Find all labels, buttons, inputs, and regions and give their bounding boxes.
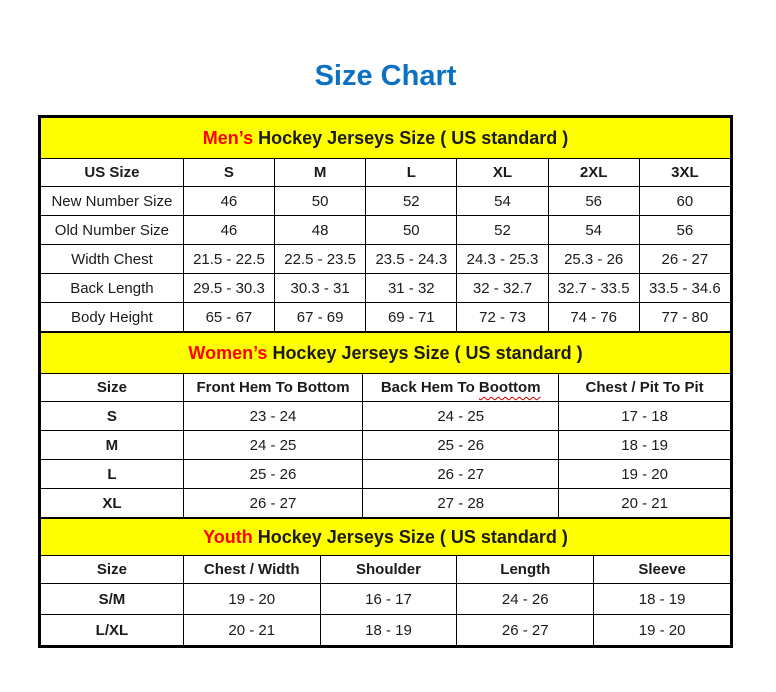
- size-value-cell: 65 - 67: [183, 303, 274, 332]
- size-value-cell: 19 - 20: [594, 615, 731, 646]
- back-hem-label-prefix: Back Hem To: [380, 379, 479, 396]
- size-value-cell: 74 - 76: [548, 303, 639, 332]
- row-label: Old Number Size: [41, 216, 184, 245]
- misspelled-word: Boottom: [478, 379, 541, 396]
- size-value-cell: 24 - 25: [183, 431, 362, 460]
- size-value-cell: 17 - 18: [559, 402, 731, 431]
- womens-col-chest: Chest / Pit To Pit: [559, 374, 731, 402]
- mens-col-l: L: [366, 159, 457, 187]
- womens-section-header: [41, 333, 731, 374]
- size-value-cell: 23.5 - 24.3: [366, 245, 457, 274]
- table-row-youth-sm: [41, 584, 731, 615]
- mens-col-s: S: [183, 159, 274, 187]
- size-value-cell: 56: [548, 187, 639, 216]
- mens-col-xl: XL: [457, 159, 548, 187]
- size-value-cell: 46: [183, 187, 274, 216]
- youth-column-header-row: [41, 556, 731, 584]
- size-value-cell: 56: [639, 216, 730, 245]
- youth-col-sleeve: Sleeve: [594, 556, 731, 584]
- mens-col-2xl: 2XL: [548, 159, 639, 187]
- mens-section-header-row: [41, 118, 731, 159]
- youth-section-title-rest: Hockey Jerseys Size ( US standard ): [252, 526, 568, 547]
- size-value-cell: 48: [275, 216, 366, 245]
- row-label: New Number Size: [41, 187, 184, 216]
- size-value-cell: 32.7 - 33.5: [548, 274, 639, 303]
- size-value-cell: 54: [548, 216, 639, 245]
- size-value-cell: 26 - 27: [363, 460, 559, 489]
- size-value-cell: 50: [275, 187, 366, 216]
- size-value-cell: 33.5 - 34.6: [639, 274, 730, 303]
- table-row-women-m: [41, 431, 731, 460]
- table-row-women-l: [41, 460, 731, 489]
- table-row-body-height: [41, 303, 731, 332]
- row-label: M: [41, 431, 184, 460]
- size-value-cell: 52: [366, 187, 457, 216]
- size-value-cell: 20 - 21: [559, 489, 731, 518]
- youth-col-length: Length: [457, 556, 594, 584]
- size-value-cell: 32 - 32.7: [457, 274, 548, 303]
- mens-col-3xl: 3XL: [639, 159, 730, 187]
- row-label: Back Length: [41, 274, 184, 303]
- womens-section-header-row: [41, 333, 731, 374]
- mens-column-header-row: [41, 159, 731, 187]
- size-value-cell: 18 - 19: [559, 431, 731, 460]
- row-label: L/XL: [41, 615, 184, 646]
- size-value-cell: 23 - 24: [183, 402, 362, 431]
- size-value-cell: 24.3 - 25.3: [457, 245, 548, 274]
- size-value-cell: 46: [183, 216, 274, 245]
- size-value-cell: 26 - 27: [457, 615, 594, 646]
- size-value-cell: 19 - 20: [559, 460, 731, 489]
- size-value-cell: 26 - 27: [183, 489, 362, 518]
- table-row-women-s: [41, 402, 731, 431]
- table-row-old-number-size: [41, 216, 731, 245]
- size-value-cell: 29.5 - 30.3: [183, 274, 274, 303]
- youth-section-header-row: [41, 519, 731, 556]
- table-row-back-length: [41, 274, 731, 303]
- row-label: XL: [41, 489, 184, 518]
- size-value-cell: 25 - 26: [363, 431, 559, 460]
- size-value-cell: 54: [457, 187, 548, 216]
- size-value-cell: 77 - 80: [639, 303, 730, 332]
- size-chart-container: [38, 115, 733, 648]
- size-value-cell: 24 - 25: [363, 402, 559, 431]
- row-label: S: [41, 402, 184, 431]
- size-value-cell: 27 - 28: [363, 489, 559, 518]
- size-value-cell: 18 - 19: [594, 584, 731, 615]
- size-value-cell: 67 - 69: [275, 303, 366, 332]
- size-value-cell: 60: [639, 187, 730, 216]
- size-value-cell: 30.3 - 31: [275, 274, 366, 303]
- size-value-cell: 19 - 20: [183, 584, 320, 615]
- mens-section-header: [41, 118, 731, 159]
- table-row-women-xl: [41, 489, 731, 518]
- womens-col-front-hem: Front Hem To Bottom: [183, 374, 362, 402]
- mens-section-highlight: Men’s: [202, 127, 254, 148]
- table-row-width-chest: [41, 245, 731, 274]
- youth-col-size: Size: [41, 556, 184, 584]
- row-label: L: [41, 460, 184, 489]
- page-title: Size Chart: [314, 60, 457, 92]
- size-value-cell: 22.5 - 23.5: [275, 245, 366, 274]
- size-value-cell: 18 - 19: [320, 615, 457, 646]
- womens-col-size: Size: [41, 374, 184, 402]
- mens-section-title-rest: Hockey Jerseys Size ( US standard ): [253, 127, 569, 148]
- size-value-cell: 69 - 71: [366, 303, 457, 332]
- size-value-cell: 20 - 21: [183, 615, 320, 646]
- womens-column-header-row: [41, 374, 731, 402]
- row-label: Width Chest: [41, 245, 184, 274]
- size-value-cell: 16 - 17: [320, 584, 457, 615]
- row-label: Body Height: [41, 303, 184, 332]
- womens-size-table: [40, 332, 731, 518]
- size-value-cell: 24 - 26: [457, 584, 594, 615]
- table-row-youth-lxl: [41, 615, 731, 646]
- row-label: S/M: [41, 584, 184, 615]
- youth-size-table: [40, 518, 731, 646]
- size-value-cell: 21.5 - 22.5: [183, 245, 274, 274]
- size-value-cell: 25 - 26: [183, 460, 362, 489]
- size-value-cell: 72 - 73: [457, 303, 548, 332]
- womens-section-highlight: Women’s: [188, 342, 268, 363]
- mens-col-us-size: US Size: [41, 159, 184, 187]
- size-value-cell: 52: [457, 216, 548, 245]
- mens-size-table: [40, 117, 731, 332]
- youth-col-shoulder: Shoulder: [320, 556, 457, 584]
- youth-col-chest-width: Chest / Width: [183, 556, 320, 584]
- mens-col-m: M: [275, 159, 366, 187]
- table-row-new-number-size: [41, 187, 731, 216]
- youth-section-highlight: Youth: [203, 526, 253, 547]
- size-value-cell: 31 - 32: [366, 274, 457, 303]
- youth-section-header: [41, 519, 731, 556]
- womens-section-title-rest: Hockey Jerseys Size ( US standard ): [267, 342, 583, 363]
- womens-col-back-hem: [363, 374, 559, 402]
- size-value-cell: 25.3 - 26: [548, 245, 639, 274]
- size-value-cell: 50: [366, 216, 457, 245]
- size-value-cell: 26 - 27: [639, 245, 730, 274]
